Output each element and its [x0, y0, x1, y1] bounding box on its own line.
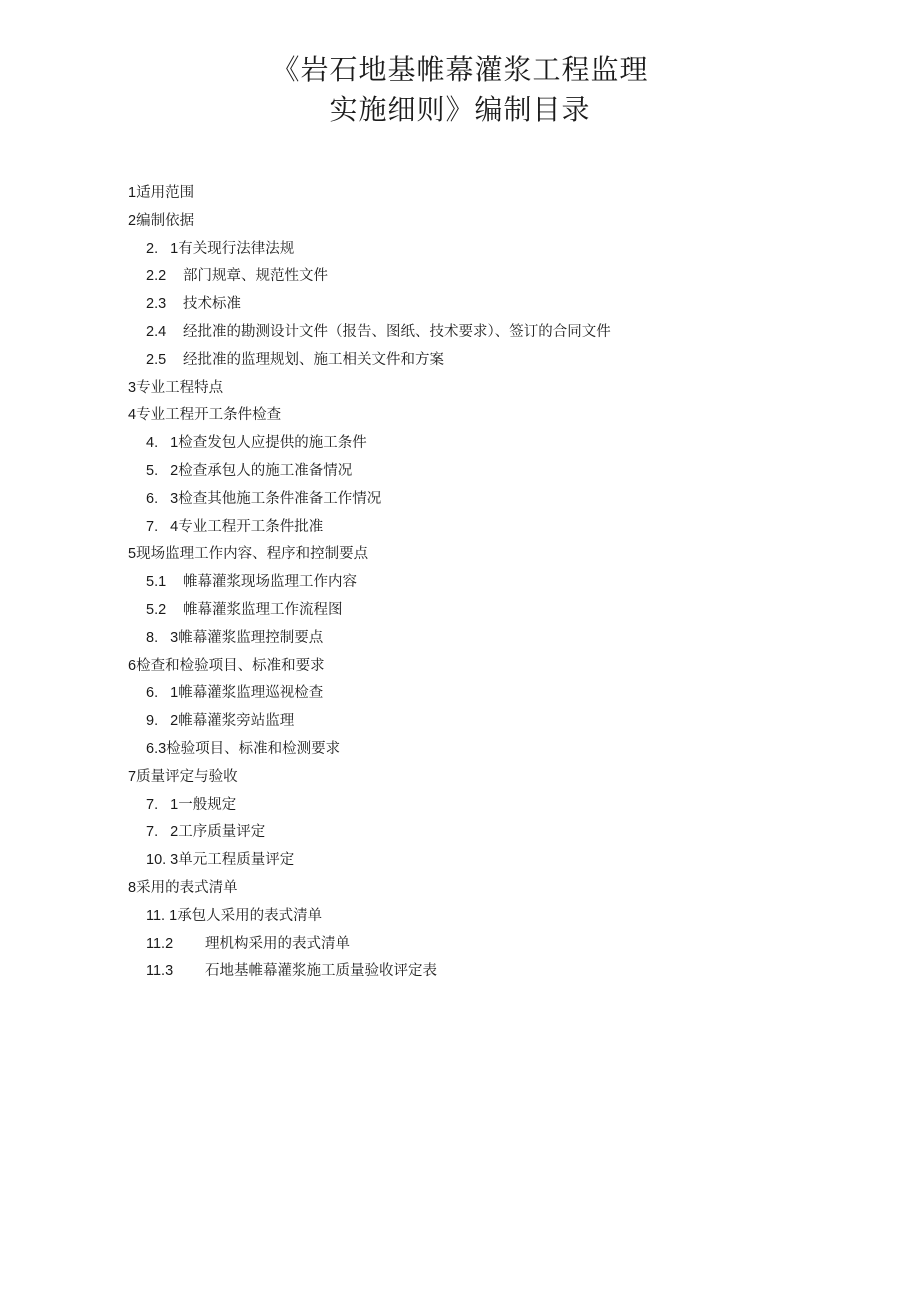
toc-entry-label: 帷幕灌浆现场监理工作内容 [183, 574, 357, 591]
toc-entry-label: 质量评定与验收 [136, 768, 238, 785]
toc-entry-number: 2.3 [146, 296, 167, 313]
toc-entry-label: 帷幕灌浆监理工作流程图 [183, 601, 343, 618]
toc-subsection-entry [128, 458, 828, 486]
toc-subsection-entry [128, 263, 828, 291]
toc-entry-number: 6 [128, 657, 137, 674]
toc-entry-number: 8. 3 [146, 629, 179, 646]
toc-entry-number: 1 [128, 185, 137, 201]
toc-subsection-entry [128, 569, 828, 597]
toc-entry-label: 检查承包人的施工准备情况 [178, 462, 353, 479]
document-title-line-1: 《岩石地基帷幕灌浆工程监理 [271, 53, 649, 86]
toc-entry-label: 帷幕灌浆监理控制要点 [178, 629, 324, 646]
toc-entry-label: 采用的表式清单 [136, 879, 238, 896]
toc-entry-label: 经批准的勘测设计文件（报告、图纸、技术要求）、签订的合同文件 [183, 323, 611, 340]
toc-entry-number: 2 [128, 212, 137, 229]
toc-section-entry [128, 875, 828, 903]
toc-entry-number: 11. 1 [146, 907, 178, 924]
toc-entry-label: 编制依据 [136, 212, 195, 229]
toc-entry-number: 2.5 [146, 351, 167, 368]
toc-subsection-entry [128, 958, 828, 986]
toc-entry-number: 11.2 [146, 935, 174, 952]
toc-entry-label: 检查其他施工条件准备工作情况 [178, 490, 382, 507]
toc-subsection-entry [128, 736, 828, 764]
toc-entry-label: 单元工程质量评定 [178, 852, 295, 869]
toc-entry-label: 经批准的监理规划、施工相关文件和方案 [183, 351, 444, 368]
toc-subsection-entry [128, 430, 828, 458]
toc-entry-label: 帷幕灌浆旁站监理 [178, 713, 295, 730]
toc-subsection-entry [128, 291, 828, 319]
toc-entry-label: 现场监理工作内容、程序和控制要点 [136, 546, 369, 563]
toc-entry-label: 专业工程开工条件检查 [136, 407, 282, 424]
toc-entry-number: 8 [128, 879, 137, 896]
toc-subsection-entry [128, 931, 828, 959]
toc-entry-label: 专业工程开工条件批准 [178, 518, 324, 535]
toc-entry-number: 5.2 [146, 601, 167, 618]
toc-section-entry [128, 541, 828, 569]
toc-entry-number: 9. 2 [146, 713, 179, 730]
toc-subsection-entry [128, 236, 828, 264]
toc-section-entry [128, 180, 828, 208]
table-of-contents [128, 180, 828, 986]
document-title-line-2: 实施细则》编制目录 [329, 93, 591, 126]
toc-entry-number: 6. 1 [146, 685, 179, 702]
toc-entry-number: 6.3 [146, 740, 167, 757]
toc-entry-label: 一般规定 [178, 796, 237, 813]
toc-entry-number: 7. 4 [146, 518, 179, 535]
toc-entry-number: 3 [128, 379, 137, 396]
toc-entry-label: 石地基帷幕灌浆施工质量验收评定表 [205, 963, 437, 980]
toc-entry-label: 专业工程特点 [136, 379, 224, 396]
toc-entry-number: 5 [128, 546, 137, 563]
toc-subsection-entry [128, 347, 828, 375]
toc-entry-label: 有关现行法律法规 [178, 240, 295, 257]
toc-entry-label: 帷幕灌浆监理巡视检查 [178, 685, 324, 702]
toc-entry-number: 5. 2 [146, 462, 179, 479]
toc-entry-number: 7. 2 [146, 824, 179, 841]
toc-entry-label: 检查和检验项目、标准和要求 [136, 657, 325, 674]
toc-section-entry [128, 764, 828, 792]
toc-subsection-entry [128, 319, 828, 347]
toc-section-entry [128, 402, 828, 430]
toc-entry-label: 适用范围 [136, 185, 195, 201]
toc-entry-label: 承包人采用的表式清单 [177, 907, 323, 924]
toc-subsection-entry [128, 486, 828, 514]
toc-entry-label: 工序质量评定 [178, 824, 266, 841]
toc-entry-number: 7. 1 [146, 796, 179, 813]
toc-entry-number: 2.2 [146, 268, 167, 285]
toc-section-entry [128, 208, 828, 236]
toc-entry-number: 11.3 [146, 963, 174, 980]
toc-entry-label: 部门规章、规范性文件 [183, 268, 328, 285]
toc-entry-number: 2.4 [146, 323, 167, 340]
toc-subsection-entry [128, 708, 828, 736]
toc-subsection-entry [128, 847, 828, 875]
toc-entry-number: 10. 3 [146, 852, 179, 869]
toc-entry-label: 检验项目、标准和检测要求 [166, 740, 341, 757]
toc-subsection-entry [128, 680, 828, 708]
toc-entry-number: 4. 1 [146, 435, 179, 452]
toc-subsection-entry [128, 625, 828, 653]
toc-subsection-entry [128, 514, 828, 542]
toc-subsection-entry [128, 597, 828, 625]
toc-section-entry [128, 375, 828, 403]
toc-entry-label: 技术标准 [183, 296, 241, 313]
toc-entry-number: 5.1 [146, 574, 167, 591]
toc-entry-label: 理机构采用的表式清单 [205, 935, 350, 952]
toc-entry-number: 4 [128, 407, 137, 424]
toc-entry-number: 7 [128, 768, 137, 785]
toc-subsection-entry [128, 903, 828, 931]
toc-subsection-entry [128, 792, 828, 820]
toc-entry-label: 检查发包人应提供的施工条件 [178, 435, 367, 452]
toc-entry-number: 6. 3 [146, 490, 179, 507]
toc-entry-number: 2. 1 [146, 240, 179, 257]
toc-subsection-entry [128, 819, 828, 847]
toc-section-entry [128, 653, 828, 681]
